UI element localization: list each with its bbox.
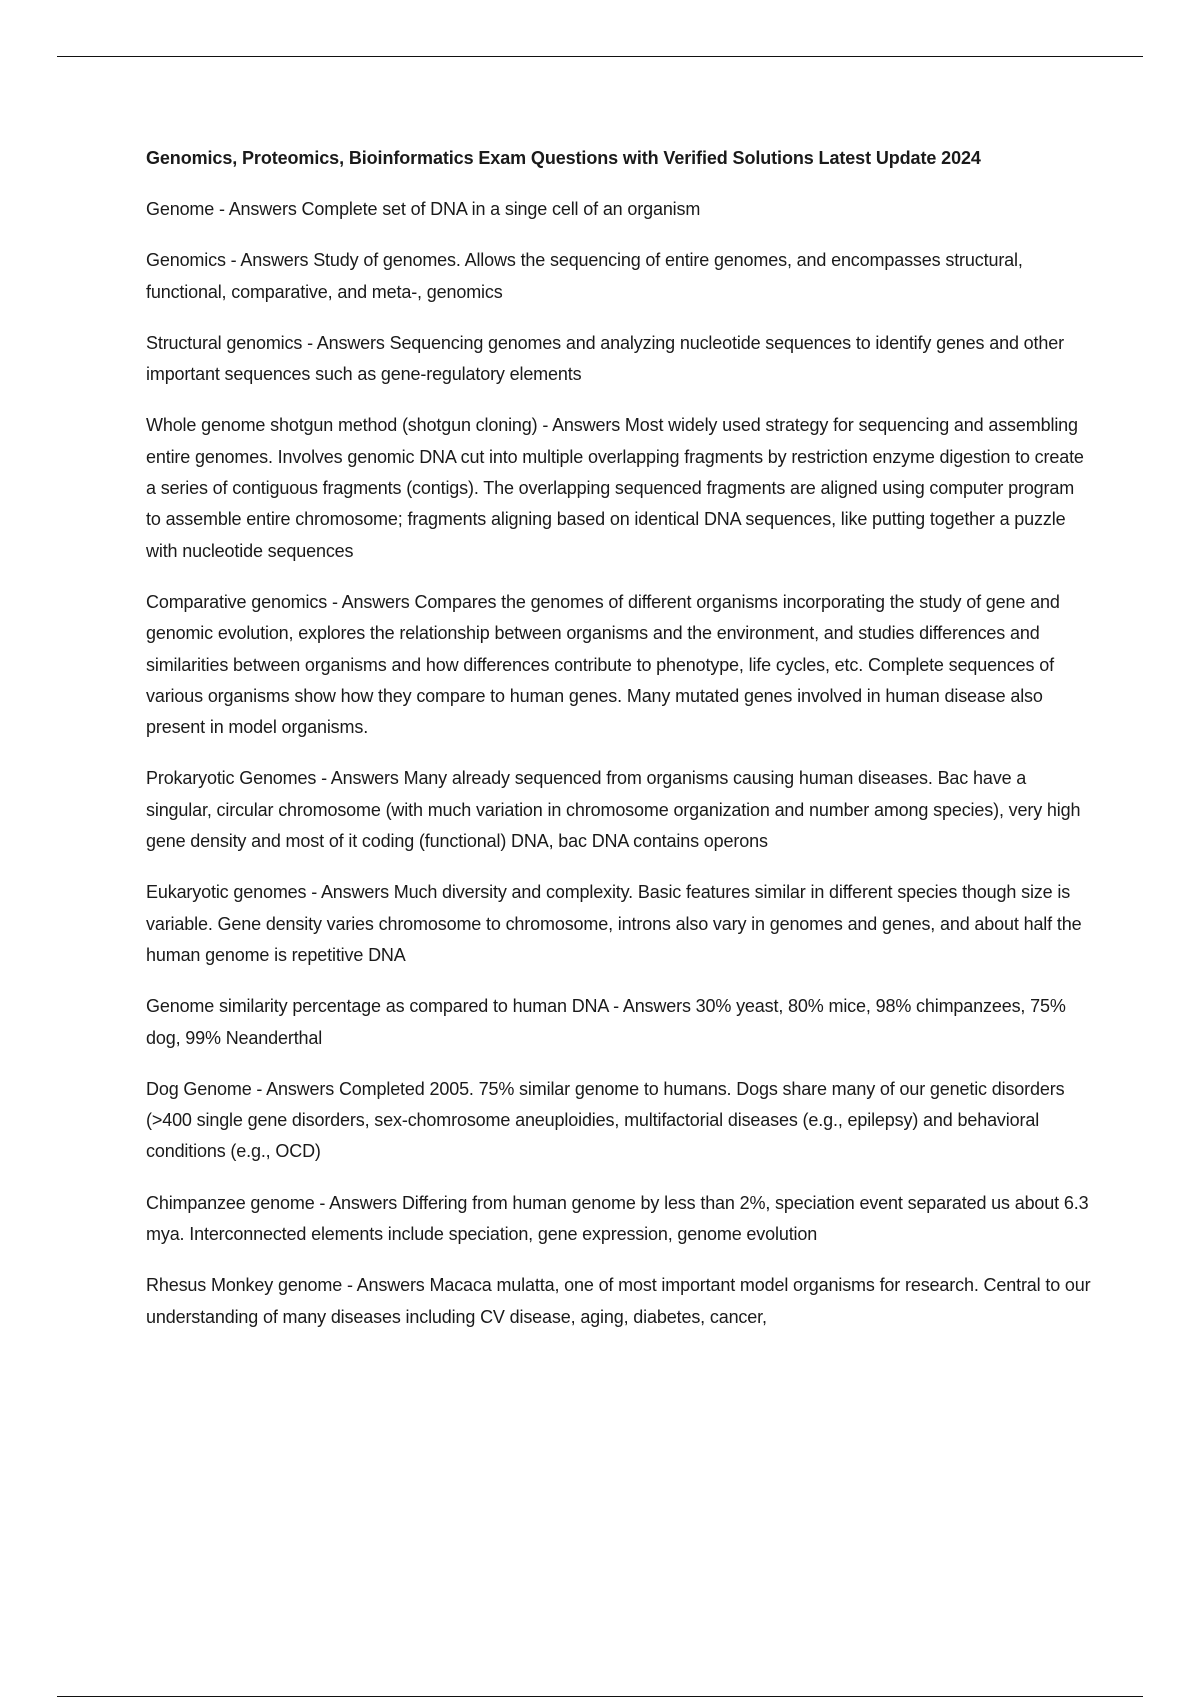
document-title: Genomics, Proteomics, Bioinformatics Exam Questions with Verified Solutions Latest Update 2024 [146,148,981,168]
qa-entry-rhesus-monkey-genome [146,1270,1092,1333]
entry-separator: - Answers [251,1078,339,1099]
qa-entry-chimpanzee-genome [146,1188,1092,1251]
entry-term: Structural genomics [146,332,303,353]
qa-entry-genome-similarity [146,991,1092,1054]
entry-term: Genomics [146,250,226,271]
qa-entry-dog-genome [146,1074,1092,1168]
qa-entry-shotgun-method [146,410,1092,566]
entry-separator: - Answers [537,415,625,436]
entry-term: Comparative genomics [146,591,328,612]
entry-answer: Much diversity and complexity. Basic features similar in different species though size is variable. Gene density varies chromosome to chromosome, introns also vary in genomes and genes, and about half the human genome is repetitive DNA [146,882,1082,965]
entry-separator: - Answers [327,591,415,612]
entry-separator: - Answers [214,199,302,219]
footer-rule [57,1696,1143,1697]
entry-answer: Most widely used strategy for sequencing and assembling entire genomes. Involves genomic DNA cut into multiple overlapping fragments by restriction enzyme digestion to create a series of contiguous fragments (contigs). The overlapping sequenced fragments are aligned using computer program to assemble entire chromosome; fragments aligning based on identical DNA sequences, like putting together a puzzle with nucleotide sequences [146,415,1084,561]
entry-term: Prokaryotic Genomes [146,768,317,789]
entry-answer: Complete set of DNA in a singe cell of an organism [301,199,701,219]
qa-entry-comparative-genomics [146,587,1092,743]
entry-term: Dog Genome [146,1078,252,1099]
entry-answer: Differing from human genome by less than 2%, speciation event separated us about 6.3 mya. Interconnected elements include speciation, gene expression, genome evolution [146,1192,1089,1245]
entry-separator: - Answers [608,996,696,1017]
entry-term: Genome similarity percentage as compared to human DNA [146,996,609,1017]
document-body [146,143,1092,1353]
entry-term: Genome [146,199,215,219]
qa-entry-eukaryotic-genomes [146,877,1092,971]
entry-separator: - Answers [314,1192,402,1213]
entry-term: Whole genome shotgun method (shotgun cloning) [146,415,538,436]
entry-separator: - Answers [302,332,390,353]
entry-answer: Study of genomes. Allows the sequencing of entire genomes, and encompasses structural, functional, comparative, and meta-, genomics [146,250,1023,302]
entry-separator: - Answers [306,882,394,903]
qa-entry-genome [146,194,1092,225]
qa-entry-structural-genomics [146,328,1092,391]
entry-answer: Macaca mulatta, one of most important model organisms for research. Central to our understanding of many diseases including CV disease, aging, diabetes, cancer, [146,1275,1091,1327]
entry-term: Eukaryotic genomes [146,882,307,903]
entry-answer: Many already sequenced from organisms causing human diseases. Bac have a singular, circular chromosome (with much variation in chromosome organization and number among species), very high gene density and most of it coding (functional) DNA, bac DNA contains operons [146,768,1081,852]
entry-answer: Completed 2005. 75% similar genome to humans. Dogs share many of our genetic disorders (>400 single gene disorders, sex-chomrosome aneuploidies, multifactorial diseases (e.g., epilepsy) and behavioral conditions (e.g., OCD) [146,1078,1065,1162]
qa-entry-genomics [146,245,1092,308]
entry-term: Chimpanzee genome [146,1192,315,1213]
entry-separator: - Answers [342,1275,430,1296]
qa-entry-prokaryotic-genomes [146,763,1092,857]
entry-separator: - Answers [316,768,404,789]
entry-separator: - Answers [225,250,314,271]
header-rule [57,56,1143,57]
entry-answer: Compares the genomes of different organisms incorporating the study of gene and genomic evolution, explores the relationship between organisms and the environment, and studies differences and similarities between organisms and how differences contribute to phenotype, life cycles, etc. Complete sequences of various organisms show how they compare to human genes. Many mutated genes involved in human disease also present in model organisms. [146,591,1060,738]
entry-answer: Sequencing genomes and analyzing nucleotide sequences to identify genes and other important sequences such as gene-regulatory elements [146,332,1064,385]
entry-term: Rhesus Monkey genome [146,1275,343,1296]
entry-answer: 30% yeast, 80% mice, 98% chimpanzees, 75% dog, 99% Neanderthal [146,996,1066,1048]
